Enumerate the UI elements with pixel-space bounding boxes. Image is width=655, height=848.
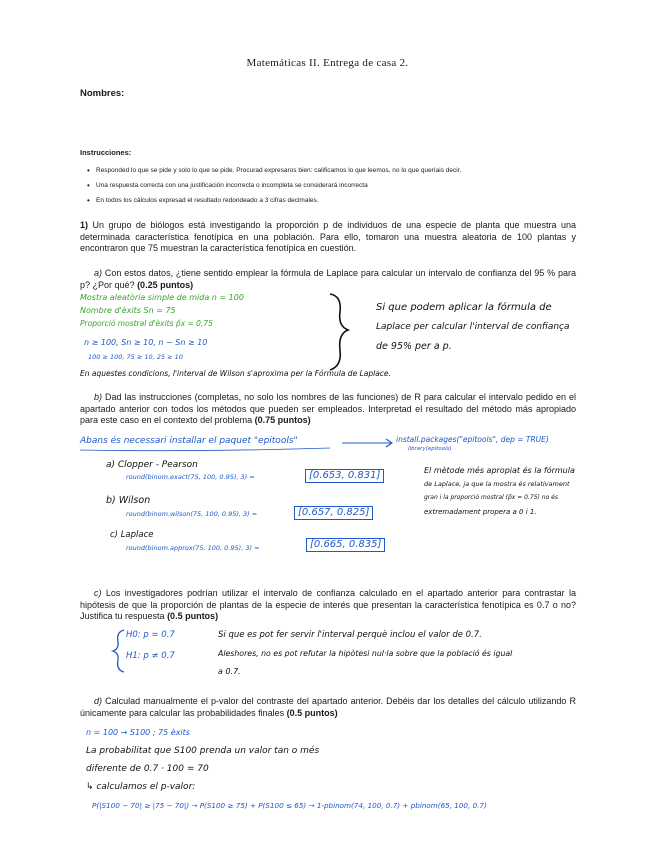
brace-a-icon [330, 294, 348, 370]
hw-d-line-4: ↳ calculamos el p-valor: [86, 782, 196, 792]
instruction-item: • Responded lo que se pide y solo lo que se pide. Procurad expresaros bien: calificamos lo que leemos, no lo que queríais decir. [96, 167, 461, 174]
hw-c-h1: H1: p ≠ 0.7 [126, 651, 175, 661]
hw-c-text-1: Si que es pot fer servir l'interval perquè inclou el valor de 0.7. [218, 630, 482, 640]
hw-b-code-1: round(binom.exact(75, 100, 0.95), 3) = [126, 473, 255, 481]
problem-number: 1) [80, 220, 89, 230]
hw-b-code-2: round(binom.wilson(75, 100, 0.95), 3) = [126, 510, 258, 518]
hw-c-text-2: Aleshores, no es pot refutar la hipòtesi nul·la sobre que la població és igual [218, 649, 513, 658]
instruction-item: • Una respuesta correcta con una justificación incorrecta o incompleta se considerará incorrecta [96, 182, 368, 189]
arrow-b-icon [342, 439, 392, 447]
hw-c-h0: H0: p = 0.7 [126, 630, 175, 640]
hw-b-method-1: a) Clopper - Pearson [106, 460, 198, 470]
names-label: Nombres: [80, 88, 125, 99]
question-a-points: (0.25 puntos) [137, 279, 194, 290]
hw-d-line-5: P(|S100 − 70| ≥ |75 − 70|) → P(S100 ≥ 75) + P(S100 ≤ 65) → 1-pbinom(74, 100, 0.7) + pbinom(65, 100, 0.7) [92, 801, 487, 810]
hw-a-green-2: Nombre d'èxits Sn = 75 [80, 306, 176, 315]
hw-a-green-1: Mostra aleatòria simple de mida n = 100 [80, 293, 244, 302]
hw-b-code-3: round(binom.approx(75, 100, 0.95), 3) = [126, 544, 260, 552]
hw-a-black-1: En aquestes condicions, l'interval de Wilson s'aproxima per la Fórmula de Laplace. [80, 369, 391, 378]
instruction-item: • En todos los cálculos expresad el resultado redondeado a 3 cifras decimales. [96, 197, 319, 204]
hw-a-side-1: Si que podem aplicar la fórmula de [376, 302, 552, 313]
brace-c-icon [113, 630, 124, 672]
document-title: Matemáticas II. Entrega de casa 2. [246, 57, 409, 69]
question-c-label: c) [94, 588, 102, 598]
instructions-heading: Instrucciones: [80, 148, 132, 157]
hw-b-note-1: El mètode més apropiat és la fórmula [424, 466, 575, 475]
question-d-text: Calculad manualmente el p-valor del contraste del apartado anterior. Debéis dar los detalles del cálculo utilizando R únicamente para calcular las probabilidades finales [80, 696, 576, 718]
hw-b-result-2: [0.657, 0.825] [294, 506, 373, 520]
hw-a-side-3: de 95% per a p. [376, 341, 452, 352]
problem-text: Un grupo de biólogos está investigando la proporción p de individuos de una especie de planta que muestra una determinada característica fenotípica en una población. Para ello, tomaron una muestra aleatoria de 100 plantas y encontraron que 75 muestran la característica fenotípica en cuestión. [80, 220, 576, 254]
hw-b-method-2: b) Wilson [106, 495, 151, 506]
question-a-label: a) [94, 268, 103, 278]
hw-a-blue-2: 100 ≥ 100, 75 ≥ 10, 25 ≥ 10 [88, 353, 183, 361]
hw-b-method-3: c) Laplace [110, 530, 154, 540]
question-d-points: (0.5 puntos) [286, 707, 338, 718]
hw-b-note-2: de Laplace, ja que la mostra és relativament [424, 480, 570, 488]
question-a-text: Con estos datos, ¿tiene sentido emplear la fórmula de Laplace para calcular un intervalo de confianza del 95 % para p? ¿Por qué? [80, 268, 576, 290]
hw-b-top: Abans és necessari installar el paquet "epitools" [80, 436, 298, 446]
hw-a-side-2: Laplace per calcular l'interval de confiança [376, 322, 570, 332]
question-b-label: b) [94, 392, 103, 402]
hw-a-green-3: Proporció mostral d'èxits p̂x = 0,75 [80, 319, 213, 328]
hw-c-text-3: a 0.7. [218, 667, 241, 676]
hw-b-note-3: gran i la proporció mostral (p̂x = 0.75) no és [424, 494, 558, 501]
question-c-points: (0.5 puntos) [167, 611, 219, 622]
hw-d-line-3: diferente de 0.7 · 100 = 70 [86, 764, 209, 774]
hw-d-line-1: n = 100 → S100 ; 75 èxits [86, 728, 190, 737]
hw-b-result-3: [0.665, 0.835] [306, 538, 385, 552]
question-c-text: Los investigadores podrían utilizar el intervalo de confianza calculado en el apartado anterior para contrastar la hipótesis de que la proporción de plantas de la especie de interés que presentan la característica fenotípica es 0.7 o no? Justifica tu respuesta [80, 588, 576, 622]
question-b-text: Dad las instrucciones (completas, no solo los nombres de las funciones) de R para calcular el intervalo pedido en el apartado anterior con todos los métodos que pueden ser empleados. Interpretad el resultado del método más apropiado para este caso en el contexto del problema [80, 392, 576, 426]
hw-b-install: install.packages("epitools", dep = TRUE) [396, 435, 549, 444]
hw-b-result-1: [0.653, 0.831] [305, 469, 384, 483]
hw-d-line-2: La probabilitat que S100 prenda un valor tan o més [86, 746, 320, 756]
hw-b-note-4: extremadament propera a 0 i 1. [424, 508, 537, 516]
hw-b-library: library(epitools) [408, 446, 452, 452]
question-d-label: d) [94, 696, 103, 706]
hw-a-blue-1: n ≥ 100, Sn ≥ 10, n − Sn ≥ 10 [84, 338, 208, 347]
underline-b-icon [80, 448, 330, 451]
question-b-points: (0.75 puntos) [254, 415, 311, 426]
